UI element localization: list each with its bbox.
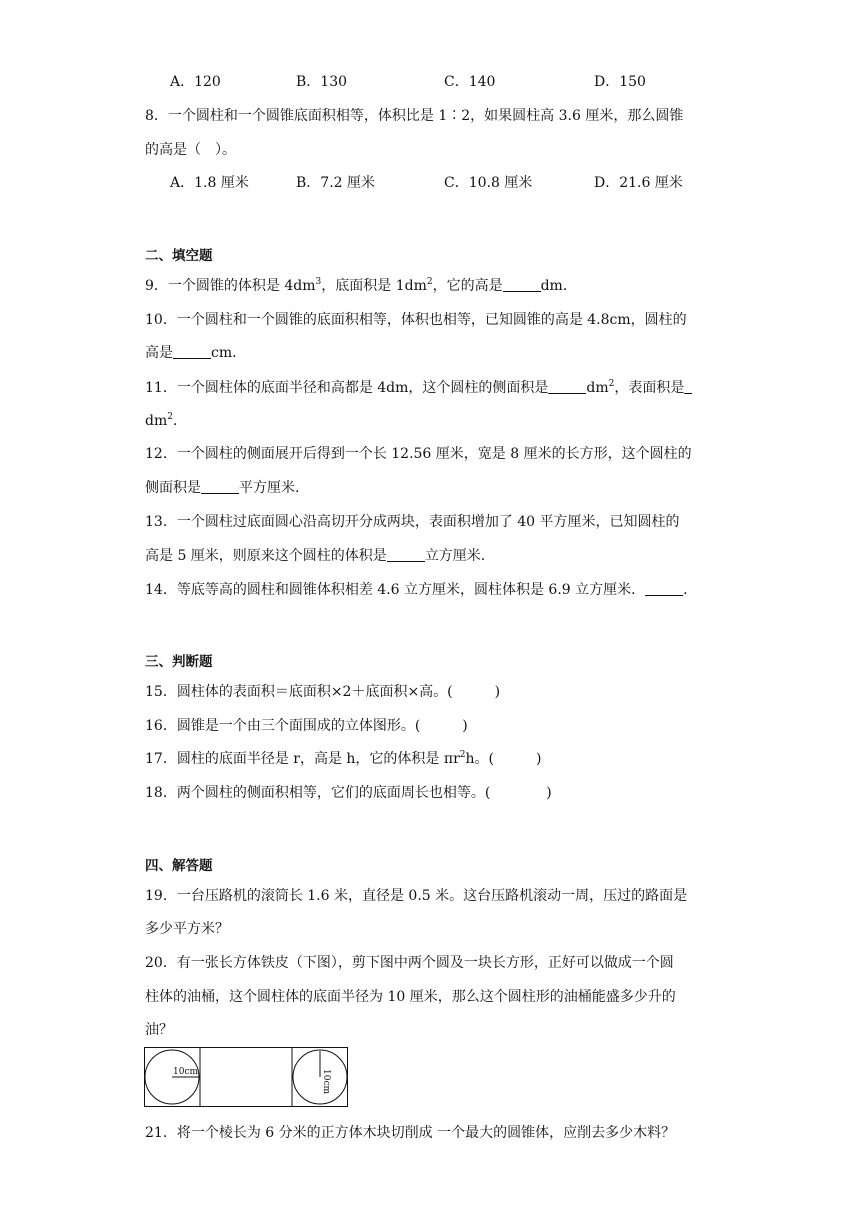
q17: 17．圆柱的底面半径是 r，高是 h，它的体积是 $\pi r^2h$。( ) <box>145 750 542 767</box>
q14: 14．等底等高的圆柱和圆锥体积相差 4.6 立方厘米，圆柱体积是 6.9 立方厘米． . <box>145 582 688 598</box>
q8-line-1: 8．一个圆柱和一个圆锥底面积相等，体积比是 1∶2，如果圆柱高 3.6 厘米，那么圆锥 <box>145 108 684 124</box>
q20-line-2: 柱体的油桶，这个圆柱体的底面半径为 10 厘米，那么这个圆柱形的油桶能盛多少升的 <box>145 989 676 1005</box>
q16: 16．圆锥是一个由三个面围成的立体图形。( ) <box>145 718 468 734</box>
q8-option-b: B．7.2 厘米 <box>296 175 376 191</box>
q8-option-c: C．10.8 厘米 <box>444 175 533 191</box>
section-2-title: 二、填空题 <box>145 248 213 264</box>
q19-line-1: 19．一台压路机的滚筒长 1.6 米，直径是 0.5 米。这台压路机滚动一周，压过的路面是 <box>145 888 688 904</box>
q9: 9．一个圆锥的体积是 $4dm^3$，底面积是 $1dm^2$，它的高是 dm． <box>145 277 577 294</box>
q10-line-1: 10．一个圆柱和一个圆锥的底面积相等，体积也相等，已知圆锥的高是 4.8cm，圆柱的 <box>145 312 687 328</box>
q20-line-3: 油？ <box>145 1022 173 1038</box>
q11-line-1: 11．一个圆柱体的底面半径和高都是 4dm，这个圆柱的侧面积是 $dm^2$，表面积是 <box>145 378 692 398</box>
answer-blank[interactable] <box>387 547 425 562</box>
answer-blank[interactable] <box>548 379 586 394</box>
q8-line-2: 的高是（ ）。 <box>145 142 236 158</box>
q21: 21．将一个棱长为 6 分米的正方体木块切削成 一个最大的圆锥体，应削去多少木料？ <box>145 1125 676 1141</box>
q8-option-d: D．21.6 厘米 <box>594 175 683 191</box>
left-radius-label: 10cm <box>173 1067 199 1077</box>
q7-option-a: A．120 <box>170 74 221 90</box>
q7-option-b: B．130 <box>296 74 348 90</box>
q13-line-2: 高是 5 厘米，则原来这个圆柱的体积是 立方厘米. <box>145 548 486 564</box>
right-radius-label: 10cm <box>321 1069 331 1095</box>
q20-line-1: 20．有一张长方体铁皮（下图），剪下图中两个圆及一块长方形，正好可以做成一个圆 <box>145 955 674 971</box>
q19-line-2: 多少平方米？ <box>145 921 229 937</box>
q15: 15．圆柱体的表面积＝底面积×2＋底面积×高。( ) <box>145 684 501 700</box>
section-3-title: 三、判断题 <box>145 654 213 670</box>
answer-blank[interactable] <box>645 581 683 596</box>
answer-blank[interactable] <box>201 479 239 494</box>
answer-blank[interactable] <box>684 379 692 394</box>
q10-line-2: 高是 cm． <box>145 345 247 361</box>
q8-option-a: A．1.8 厘米 <box>170 175 249 191</box>
q13-line-1: 13．一个圆柱过底面圆心沿高切开分成两块，表面积增加了 40 平方厘米，已知圆柱的 <box>145 514 680 530</box>
q7-option-d: D．150 <box>594 74 646 90</box>
q7-option-c: C．140 <box>444 74 496 90</box>
q18: 18．两个圆柱的侧面积相等，它们的底面周长也相等。( ) <box>145 785 552 801</box>
answer-blank[interactable] <box>503 277 541 292</box>
q12-line-2: 侧面积是 平方厘米. <box>145 480 300 496</box>
q11-line-2: $dm^2$． <box>145 412 187 429</box>
section-4-title: 四、解答题 <box>145 858 213 874</box>
answer-blank[interactable] <box>173 344 211 359</box>
q12-line-1: 12．一个圆柱的侧面展开后得到一个长 12.56 厘米，宽是 8 厘米的长方形，这个圆柱的 <box>145 446 692 462</box>
sheet-figure <box>144 1047 350 1109</box>
